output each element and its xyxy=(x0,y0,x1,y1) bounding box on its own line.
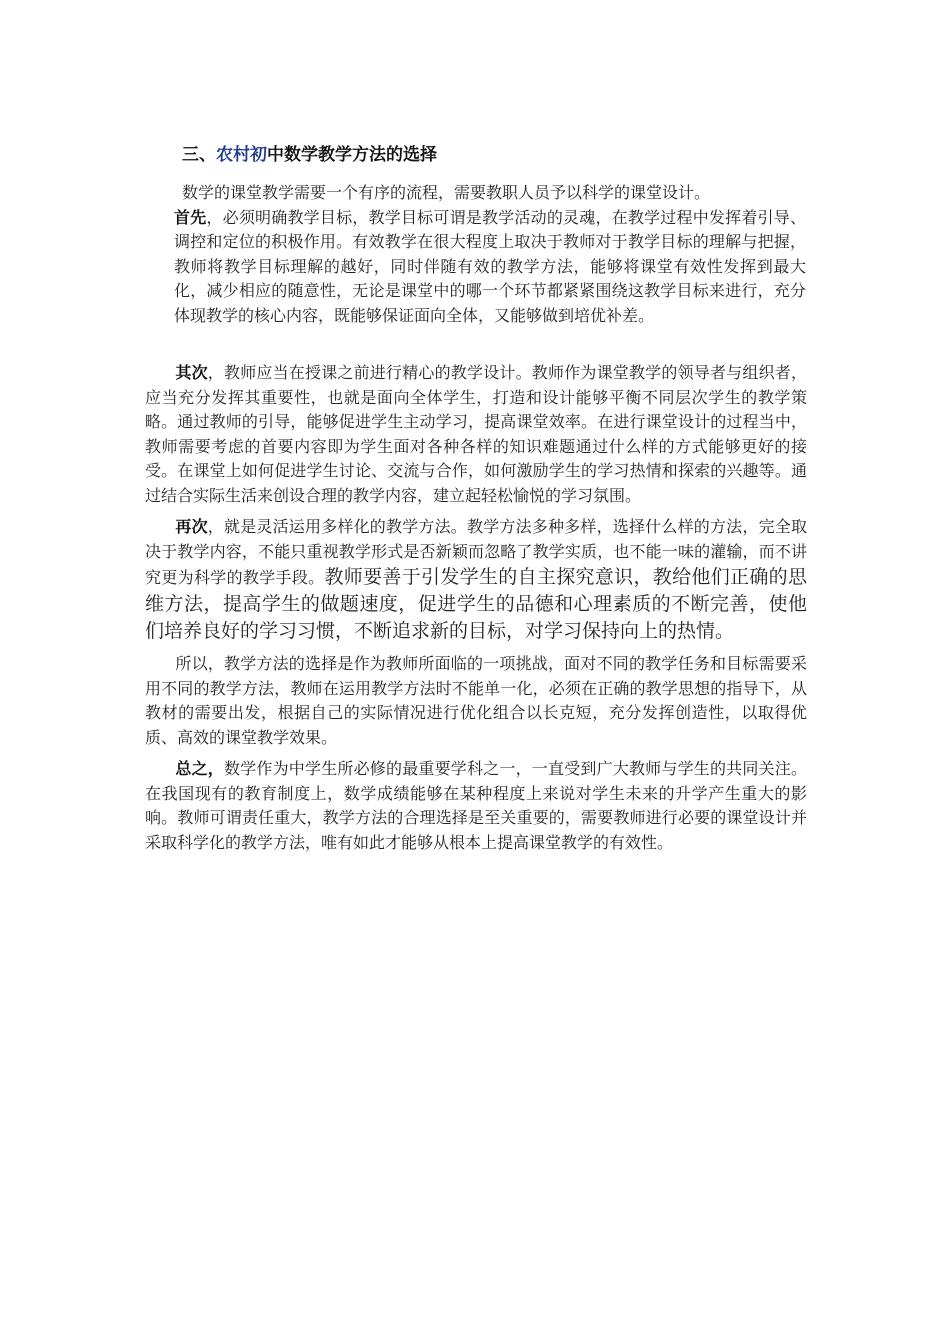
first-paragraph xyxy=(174,206,806,329)
first-block xyxy=(174,181,806,328)
heading-highlight: 农村初 xyxy=(216,145,267,165)
second-paragraph xyxy=(145,361,807,508)
second-body: ，教师应当在授课之前进行精心的教学设计。教师作为课堂教学的领导者与组织者，应当充分发挥其重要性，也就是面向全体学生，打造和设计能够平衡不同层次学生的教学策略。通过教师的引导，能够促进学生主动学习，提高课堂效率。在进行课堂设计的过程当中，教师需要考虑的首要内容即为学生面对各种各样的知识难题通过什么样的方式能够更好的接受。在课堂上如何促进学生讨论、交流与合作，如何激励学生的学习热情和探索的兴趣等。通过结合实际生活来创设合理的教学内容，建立起轻松愉悦的学习氛围。 xyxy=(145,363,807,505)
first-body: ，必须明确教学目标，教学目标可谓是教学活动的灵魂，在教学过程中发挥着引导、调控和定位的积极作用。有效教学在很大程度上取决于教师对于教学目标的理解与把握，教师将教学目标理解的越好，同时伴随有效的教学方法，能够将课堂有效性发挥到最大化，减少相应的随意性，无论是课堂中的哪一个环节都紧紧围绕这教学目标来进行，充分体现教学的核心内容，既能够保证面向全体，又能够做到培优补差。 xyxy=(174,207,806,325)
second-lead: 其次 xyxy=(175,363,208,382)
intro-text: 数学的课堂教学需要一个有序的流程，需要教职人员予以科学的课堂设计。 xyxy=(182,183,711,202)
intro-paragraph xyxy=(174,181,806,206)
third-body: ，就是灵活运用多样化的教学方法。教学方法多种多样，选择什么样的方法，完全取决于教学内容，不能只重视教学形式是否新颖而忽略了教学实质，也不能一味的灌输，而不讲究更为科学的教学手段。 xyxy=(145,517,807,587)
fifth-paragraph xyxy=(145,757,807,855)
heading-suffix: 中数学教学方法的选择 xyxy=(267,145,437,165)
third-large-text: 教师要善于引发学生的自主探究意识，教给他们正确的思维方法，提高学生的做题速度，促进学生的品德和心理素质的不断完善，使他们培养良好的学习习惯，不断追求新的目标，对学习保持向上的热情。 xyxy=(145,566,807,642)
heading-prefix: 三、 xyxy=(182,145,216,165)
section-heading xyxy=(182,140,437,165)
fifth-lead: 总之， xyxy=(175,759,224,778)
third-lead: 再次 xyxy=(175,517,208,536)
third-paragraph xyxy=(145,515,807,645)
fourth-paragraph xyxy=(145,652,807,750)
fourth-body: 所以，教学方法的选择是作为教师所面临的一项挑战，面对不同的教学任务和目标需要采用不同的教学方法，教师在运用教学方法时不能单一化，必须在正确的教学思想的指导下，从教材的需要出发，根据自己的实际情况进行优化组合以长克短，充分发挥创造性，以取得优质、高效的课堂教学效果。 xyxy=(145,654,807,747)
main-block xyxy=(145,361,807,862)
fifth-body: 数学作为中学生所必修的最重要学科之一，一直受到广大教师与学生的共同关注。在我国现有的教育制度上，数学成绩能够在某种程度上来说对学生未来的升学产生重大的影响。教师可谓责任重大，教学方法的合理选择是至关重要的，需要教师进行必要的课堂设计并采取科学化的教学方法，唯有如此才能够从根本上提高课堂教学的有效性。 xyxy=(145,759,807,852)
first-lead: 首先 xyxy=(174,207,207,227)
